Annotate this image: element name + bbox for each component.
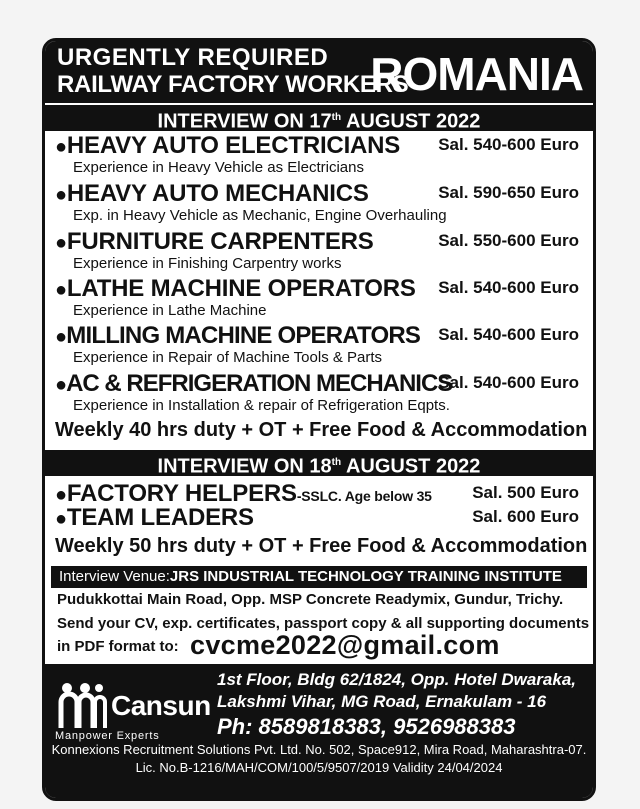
job-title: TEAM LEADERS (66, 504, 254, 531)
job-description: Experience in Finishing Carpentry works (73, 255, 342, 272)
interview-date-banner-1 (45, 105, 593, 131)
office-phone[interactable]: Ph: 8589818383, 9526988383 (217, 714, 516, 739)
job-note: -SSLC. Age below 35 (296, 488, 432, 504)
bullet-icon: ● (55, 484, 67, 506)
interview-date-1-prefix: INTERVIEW ON 17 (157, 110, 332, 133)
venue-label: Interview Venue: (59, 568, 170, 585)
job-description: Experience in Heavy Vehicle as Electricians (73, 159, 364, 176)
job-description: Experience in Lathe Machine (73, 302, 267, 319)
interview-date-1-sup: th (331, 112, 342, 123)
apply-email[interactable]: cvcme2022@gmail.com (190, 630, 500, 660)
bullet-icon: ● (55, 136, 67, 158)
apply-instructions: Send your CV, exp. certificates, passport copy & all supporting documents (57, 615, 590, 632)
job-salary: Sal. 540-600 Euro (438, 135, 579, 154)
bullet-icon: ● (55, 508, 67, 530)
job-salary: Sal. 600 Euro (472, 507, 579, 526)
benefits-line-1: Weekly 40 hrs duty + OT + Free Food & Accommodation (55, 419, 588, 441)
job-item (55, 229, 585, 272)
job-title: HEAVY AUTO ELECTRICIANS (66, 132, 401, 159)
job-title: LATHE MACHINE OPERATORS (66, 275, 416, 302)
venue-address: Pudukkottai Main Road, Opp. MSP Concrete Readymix, Gundur, Trichy. (57, 591, 564, 608)
bullet-icon: ● (55, 279, 67, 301)
headline-urgent: URGENTLY REQUIRED (57, 44, 329, 71)
job-item (55, 371, 585, 414)
job-salary: Sal. 540-600 Euro (438, 278, 579, 297)
job-item (55, 323, 585, 366)
job-description: Experience in Repair of Machine Tools & Parts (73, 349, 383, 366)
job-salary: Sal. 540-600 Euro (438, 373, 579, 392)
office-address-line-1: 1st Floor, Bldg 62/1824, Opp. Hotel Dwaraka, (217, 670, 577, 689)
venue-name: JRS INDUSTRIAL TECHNOLOGY TRAINING INSTITUTE (169, 568, 562, 585)
bullet-icon: ● (55, 326, 67, 348)
company-details: Konnexions Recruitment Solutions Pvt. Ltd. No. 502, Space912, Mira Road, Maharashtra-07. (51, 742, 587, 757)
benefits-line-2: Weekly 50 hrs duty + OT + Free Food & Accommodation (55, 535, 588, 557)
bullet-icon: ● (55, 184, 67, 206)
job-title: MILLING MACHINE OPERATORS (66, 322, 421, 349)
headline-country: ROMANIA (370, 48, 583, 100)
bullet-icon: ● (55, 232, 67, 254)
poster (42, 38, 596, 801)
job-salary: Sal. 540-600 Euro (438, 325, 579, 344)
job-item (55, 181, 585, 224)
bullet-icon: ● (55, 374, 67, 396)
brand-name: Cansun (111, 690, 211, 721)
office-address-line-2: Lakshmi Vihar, MG Road, Ernakulam - 16 (217, 692, 547, 711)
interview-date-1-suffix: AUGUST 2022 (341, 110, 481, 133)
job-title: AC & REFRIGERATION MECHANICS (66, 370, 453, 397)
job-description: Exp. in Heavy Vehicle as Mechanic, Engine Overhauling (73, 207, 447, 224)
brand-tagline: Manpower Experts (55, 730, 160, 742)
job-description: Experience in Installation & repair of Refrigeration Eqpts. (73, 397, 450, 414)
job-salary: Sal. 590-650 Euro (438, 183, 579, 202)
interview-date-2-prefix: INTERVIEW ON 18 (157, 455, 332, 478)
interview-date-banner-2 (45, 450, 593, 476)
license-details: Lic. No.B-1216/MAH/COM/100/5/9507/2019 Validity 24/04/2024 (135, 760, 503, 775)
job-item (55, 276, 585, 319)
cansun-logo-icon (57, 680, 107, 732)
header-bar (45, 41, 593, 103)
interview-date-2-suffix: AUGUST 2022 (341, 455, 481, 478)
interview-venue (51, 566, 587, 588)
job-item (55, 505, 585, 532)
job-item (55, 133, 585, 176)
job-title: HEAVY AUTO MECHANICS (66, 180, 369, 207)
job-title: FURNITURE CARPENTERS (66, 228, 374, 255)
headline-position: RAILWAY FACTORY WORKERS (57, 71, 409, 98)
interview-date-2-sup: th (331, 457, 342, 468)
job-salary: Sal. 550-600 Euro (438, 231, 579, 250)
footer-bar (45, 664, 593, 801)
job-salary: Sal. 500 Euro (472, 483, 579, 502)
job-title: FACTORY HELPERS (66, 480, 297, 507)
apply-format: in PDF format to: (57, 638, 179, 655)
